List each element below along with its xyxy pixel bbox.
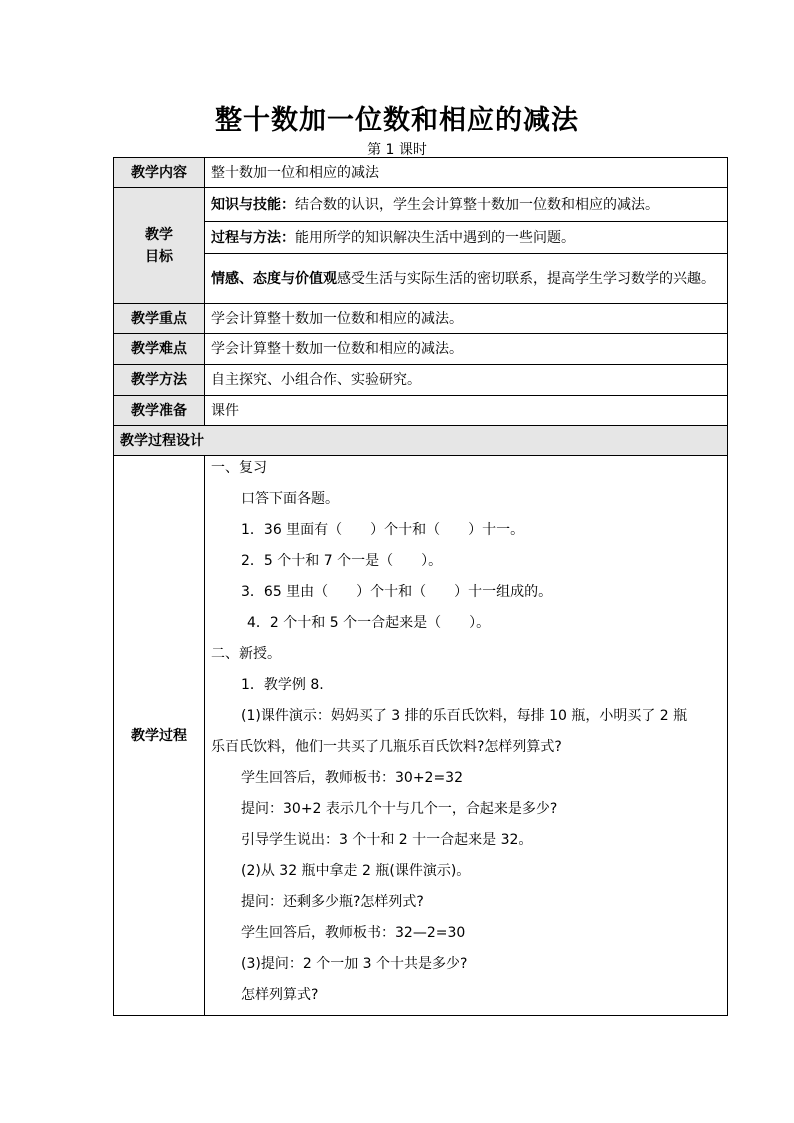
row-process <box>114 456 728 1016</box>
row-key-point <box>114 304 728 334</box>
document-title: 整十数加一位数和相应的减法 <box>215 105 579 136</box>
row-goal-knowledge <box>114 188 728 222</box>
row-method <box>114 365 728 396</box>
value-method: 自主探究、小组合作、实验研究。 <box>205 365 728 396</box>
label-goals-line2: 目标 <box>145 248 173 265</box>
goal-process-text: 能用所学的知识解决生活中遇到的一些问题。 <box>295 229 575 246</box>
label-goals <box>114 188 205 304</box>
lesson-plan-table <box>113 157 728 1016</box>
row-goal-emotion <box>114 254 728 304</box>
goal-emotion-head: 情感、态度与价值观 <box>211 270 337 287</box>
goal-knowledge <box>205 188 728 222</box>
process-line: 学生回答后，教师板书：32—2=30 <box>241 925 466 941</box>
process-line: 口答下面各题。 <box>241 491 339 507</box>
goal-process <box>205 222 728 254</box>
label-content: 教学内容 <box>114 158 205 188</box>
goal-emotion <box>205 254 728 304</box>
process-line: 引导学生说出：3 个十和 2 十一合起来是 32。 <box>241 832 533 848</box>
process-line: 怎样列算式? <box>241 987 319 1003</box>
value-key-point: 学会计算整十数加一位数和相应的减法。 <box>205 304 728 334</box>
process-line: 提问：30+2 表示几个十与几个一，合起来是多少? <box>241 801 558 817</box>
label-goals-line1: 教学 <box>145 226 173 243</box>
goal-knowledge-head: 知识与技能： <box>211 196 295 213</box>
process-line: 二、新授。 <box>211 646 281 662</box>
process-line: 3．65 里由（ ）个十和（ ）十一组成的。 <box>241 584 553 600</box>
process-line: 1．教学例 8. <box>241 677 324 693</box>
process-line: 提问：还剩多少瓶?怎样列式? <box>241 894 424 910</box>
section-process-design: 教学过程设计 <box>114 426 728 456</box>
process-line: (3)提问：2 个一加 3 个十共是多少? <box>241 956 468 972</box>
label-key-point: 教学重点 <box>114 304 205 334</box>
row-goal-process <box>114 222 728 254</box>
process-line: (2)从 32 瓶中拿走 2 瓶(课件演示)。 <box>241 863 471 879</box>
process-line: 一、复习 <box>211 460 267 476</box>
row-content <box>114 158 728 188</box>
row-difficulty <box>114 334 728 365</box>
row-design-header <box>114 426 728 456</box>
label-process: 教学过程 <box>114 456 205 1016</box>
value-difficulty: 学会计算整十数加一位数和相应的减法。 <box>205 334 728 365</box>
goal-knowledge-text: 结合数的认识，学生会计算整十数加一位数和相应的减法。 <box>295 196 659 213</box>
process-line: 乐百氏饮料，他们一共买了几瓶乐百氏饮料?怎样列算式? <box>211 739 562 755</box>
lesson-number: 第 1 课时 <box>367 142 427 158</box>
label-difficulty: 教学难点 <box>114 334 205 365</box>
process-line: 4．2 个十和 5 个一合起来是（ ）。 <box>247 615 491 631</box>
label-prep: 教学准备 <box>114 396 205 426</box>
row-prep <box>114 396 728 426</box>
process-line: (1)课件演示：妈妈买了 3 排的乐百氏饮料，每排 10 瓶，小明买了 2 瓶 <box>241 708 688 724</box>
goal-emotion-text: 感受生活与实际生活的密切联系，提高学生学习数学的兴趣。 <box>337 270 715 287</box>
value-prep: 课件 <box>205 396 728 426</box>
goal-process-head: 过程与方法： <box>211 229 295 246</box>
label-method: 教学方法 <box>114 365 205 396</box>
process-line: 学生回答后，教师板书：30+2=32 <box>241 770 463 786</box>
process-line: 2．5 个十和 7 个一是（ ）。 <box>241 553 443 569</box>
value-content: 整十数加一位和相应的减法 <box>205 158 728 188</box>
process-content <box>205 456 728 1016</box>
process-line: 1．36 里面有（ ）个十和（ ）十一。 <box>241 522 525 538</box>
